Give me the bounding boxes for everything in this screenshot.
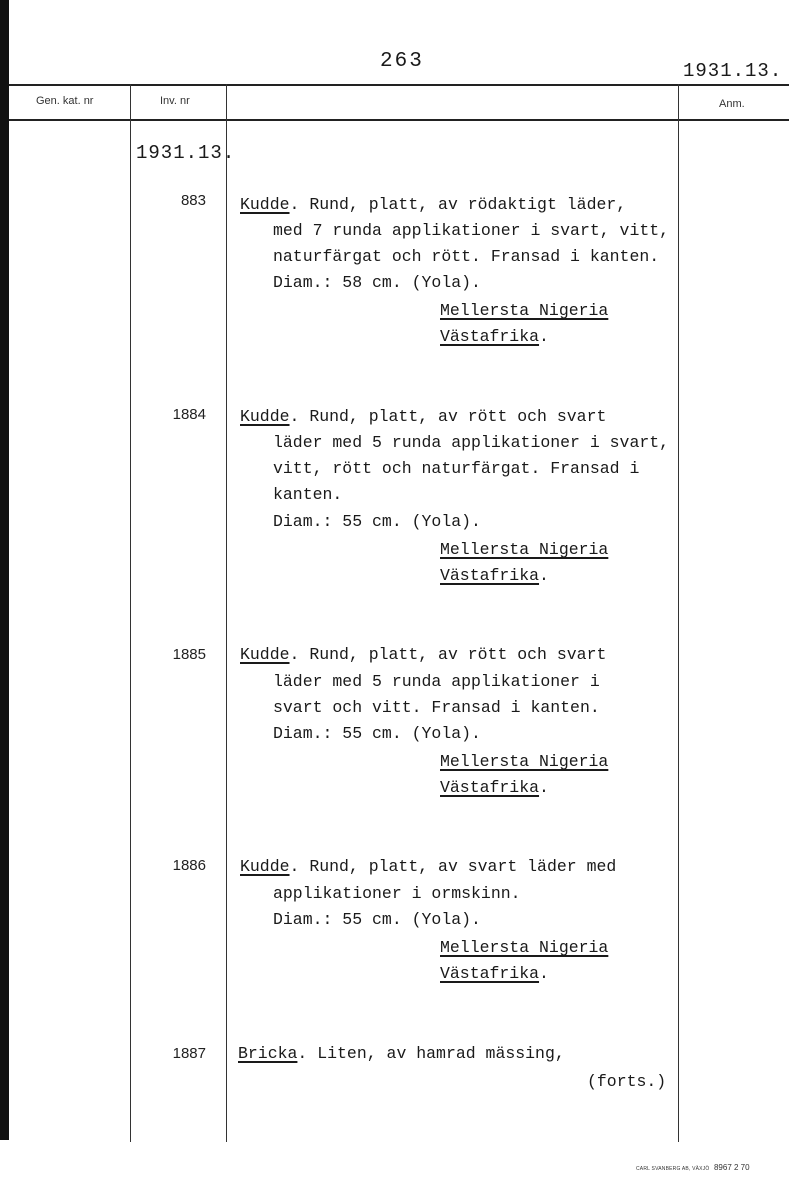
entry-line: läder med 5 runda applikationer i — [273, 672, 600, 691]
entry-keyword: Kudde — [240, 407, 290, 426]
column-header-anm: Anm. — [719, 98, 745, 110]
inventory-number: 1887 — [172, 1045, 206, 1062]
inventory-number: 1886 — [172, 857, 206, 874]
entry-line: Diam.: 58 cm. (Yola). — [273, 273, 481, 292]
location-region: Mellersta Nigeria — [440, 752, 609, 771]
column-rule-1 — [130, 84, 131, 1142]
entry-first-line: Kudde. Rund, platt, av rött och svart — [240, 407, 607, 426]
entry-keyword: Kudde — [240, 645, 290, 664]
entry-line: svart och vitt. Fransad i kanten. — [273, 698, 600, 717]
entry-keyword: Bricka — [238, 1044, 298, 1063]
column-rule-2 — [226, 84, 227, 1142]
entry-first-line: Bricka. Liten, av hamrad mässing, — [238, 1044, 565, 1063]
year-subheading: 1931.13. — [136, 142, 236, 164]
location-area: Västafrika. — [440, 327, 549, 346]
entry-line: naturfärgat och rött. Fransad i kanten. — [273, 247, 660, 266]
column-rule-3 — [678, 84, 679, 1142]
location-region: Mellersta Nigeria — [440, 301, 609, 320]
binding-edge — [0, 0, 9, 1140]
entry-line: Diam.: 55 cm. (Yola). — [273, 724, 481, 743]
column-header-gen-kat: Gen. kat. nr — [36, 95, 94, 107]
entry-first-line: Kudde. Rund, platt, av rött och svart — [240, 645, 607, 664]
entry-line: med 7 runda applikationer i svart, vitt, — [273, 221, 670, 240]
entry-line: Diam.: 55 cm. (Yola). — [273, 910, 481, 929]
inventory-number: 1884 — [172, 406, 206, 423]
entry-line: kanten. — [273, 485, 343, 504]
page-number: 263 — [380, 50, 424, 73]
entry-keyword: Kudde — [240, 857, 290, 876]
entry-line: läder med 5 runda applikationer i svart, — [273, 433, 670, 452]
column-header-inv: Inv. nr — [160, 95, 190, 107]
corner-catalog-id: 1931.13. — [683, 60, 783, 82]
location-area: Västafrika. — [440, 778, 549, 797]
printer-footer: CARL SVANBERG AB, VÄXJÖ 8967 2 70 — [636, 1163, 750, 1172]
inventory-number: 1885 — [172, 646, 206, 663]
entry-first-line: Kudde. Rund, platt, av svart läder med — [240, 857, 617, 876]
entry-line: vitt, rött och naturfärgat. Fransad i — [273, 459, 640, 478]
header-bottom-rule — [9, 119, 789, 121]
location-area: Västafrika. — [440, 566, 549, 585]
location-region: Mellersta Nigeria — [440, 938, 609, 957]
header-top-rule — [9, 84, 789, 86]
entry-line: applikationer i ormskinn. — [273, 884, 521, 903]
entry-first-line: Kudde. Rund, platt, av rödaktigt läder, — [240, 195, 627, 214]
entry-line: Diam.: 55 cm. (Yola). — [273, 512, 481, 531]
location-region: Mellersta Nigeria — [440, 540, 609, 559]
location-area: Västafrika. — [440, 964, 549, 983]
inventory-number: 883 — [180, 192, 206, 209]
entry-keyword: Kudde — [240, 195, 290, 214]
continuation-note: (forts.) — [587, 1072, 667, 1091]
